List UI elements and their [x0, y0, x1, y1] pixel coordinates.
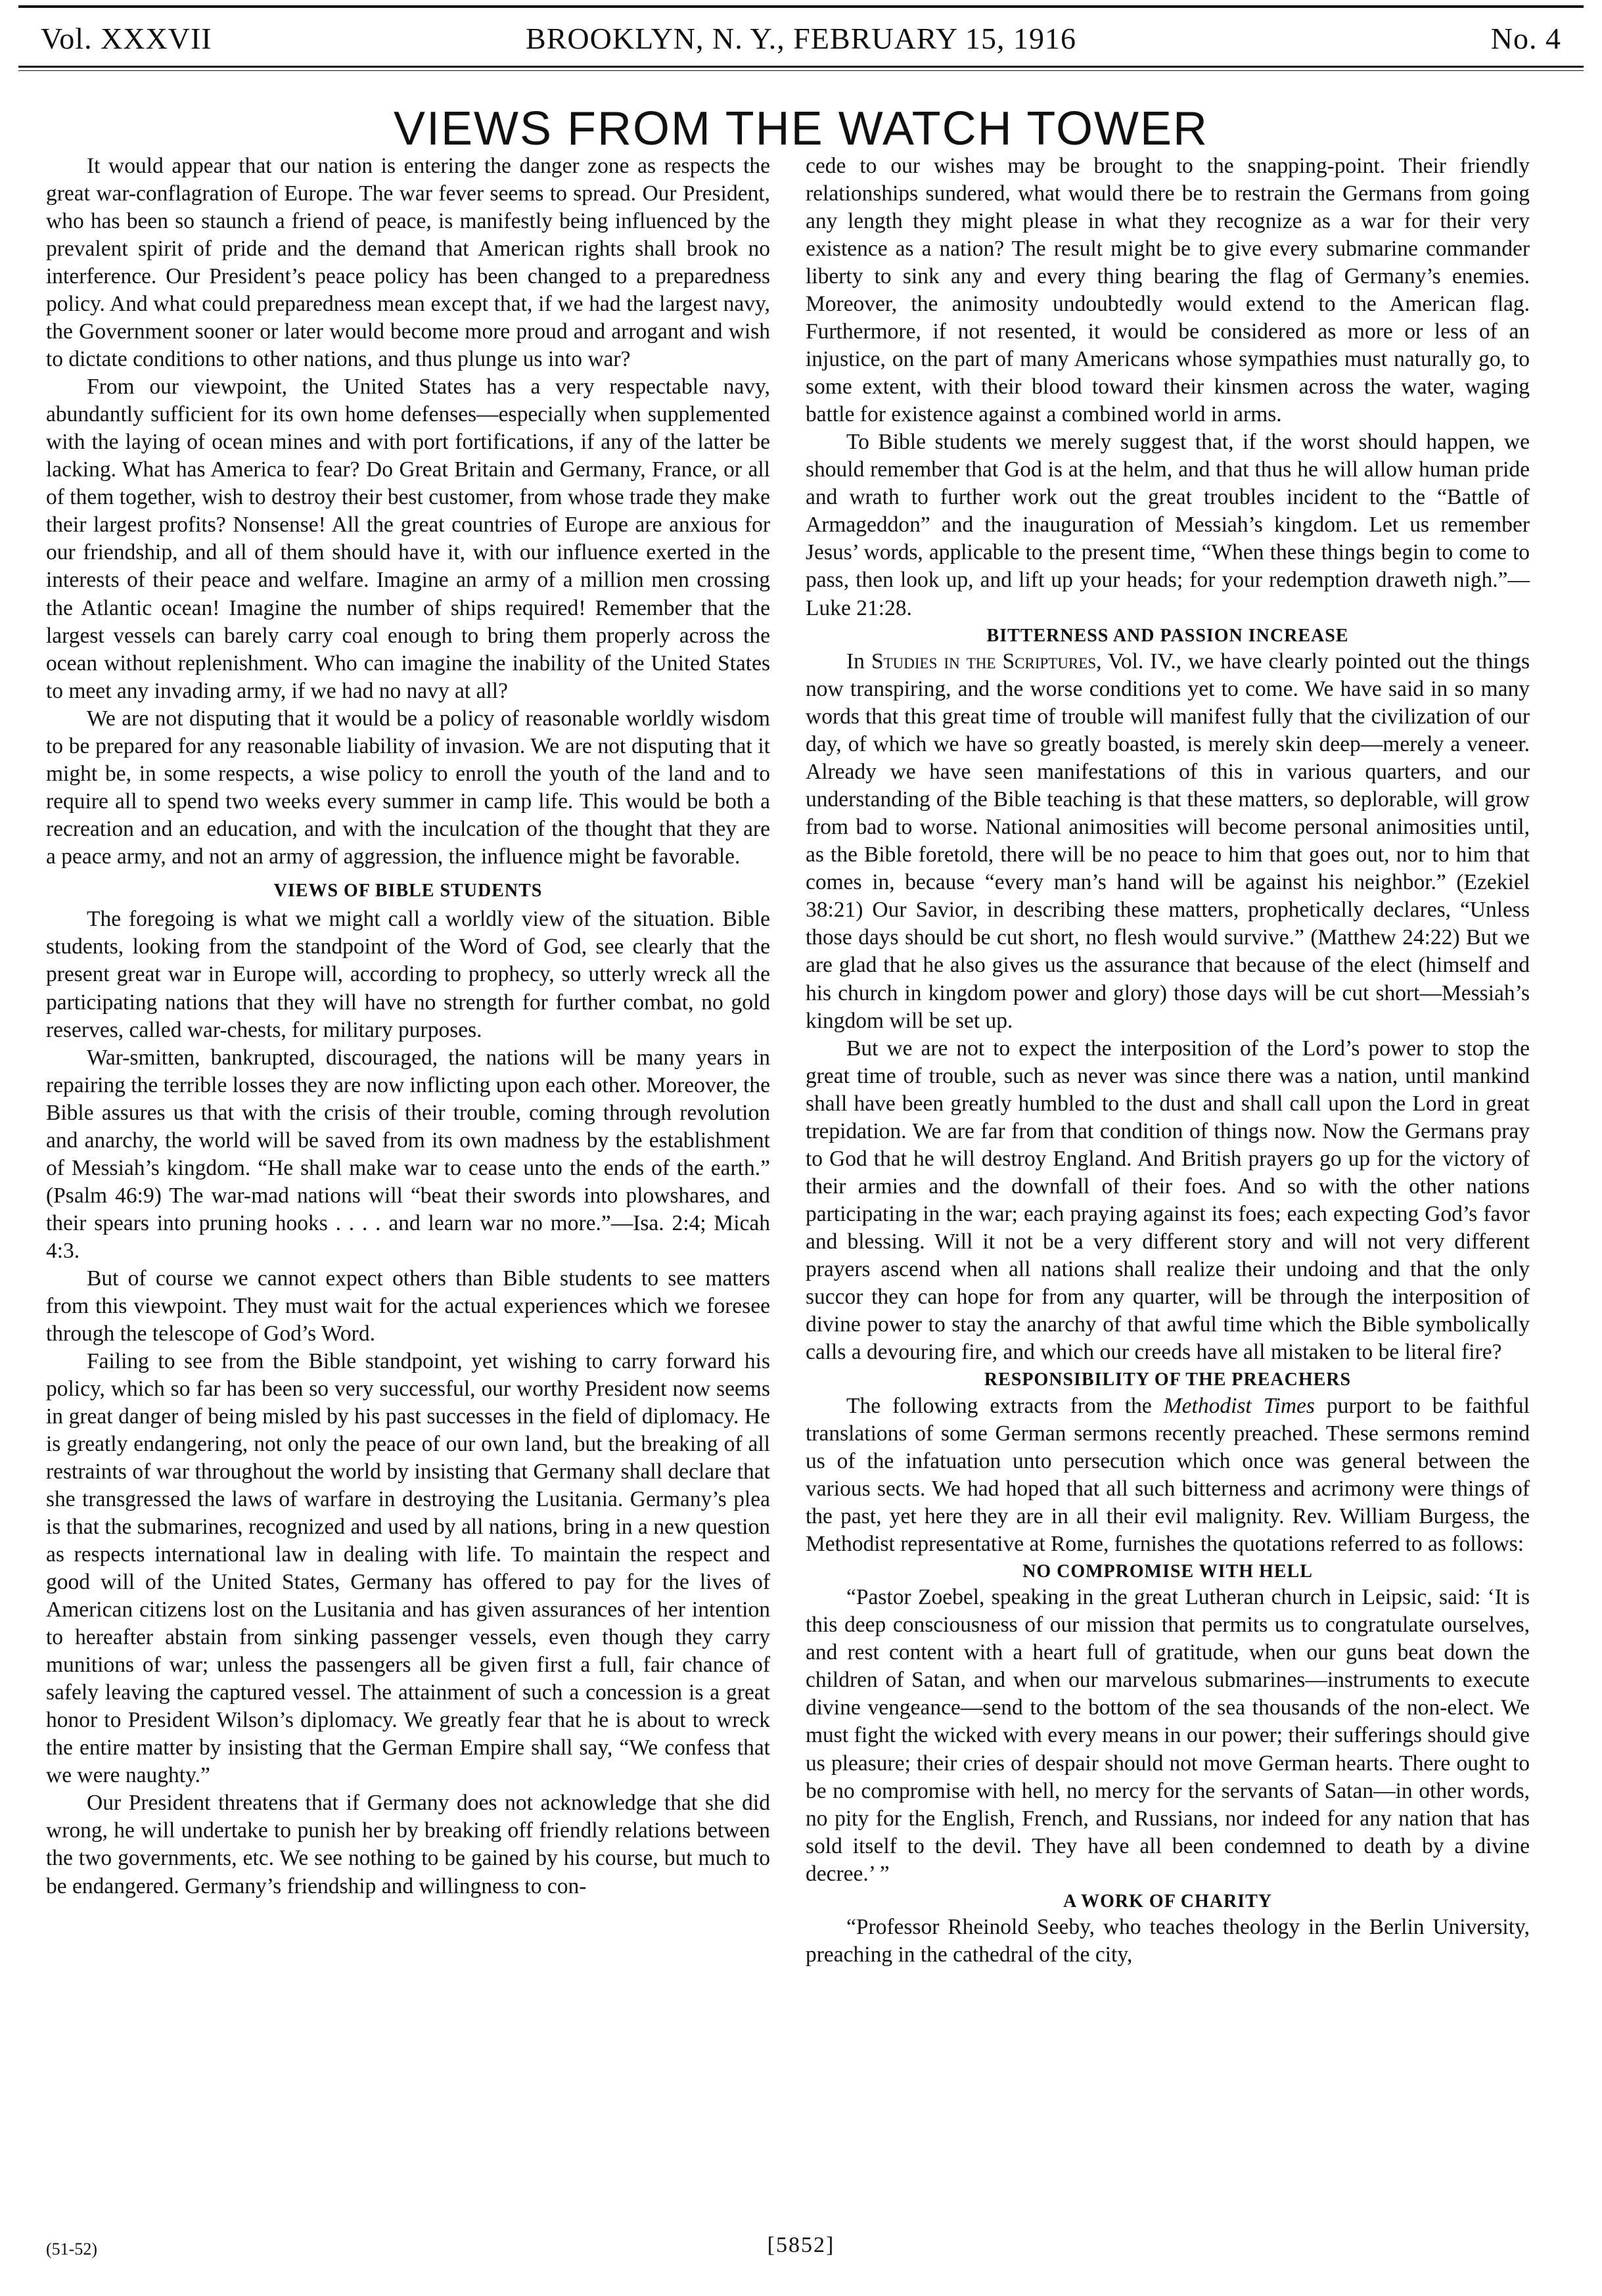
paragraph: “Pastor Zoebel, speaking in the great Lutheran church in Leipsic, said: ‘It is this deep consciousness of our mission that permits us to congratulate ourselves, and rest content with a heart full of gratitude, when our guns beat down the children of Satan, and when our marvelous submarines—instruments to execute divine vengeance—send to the bottom of the sea thousands of the non-elect. We must fight the wicked with every means in our power; their sufferings should give us pleasure; their cries of despair should not move German hearts. There ought to be no compromise with hell, no mercy for the servants of Satan—in other words, no pity for the English, French, and Russians, nor indeed for any nation that has sold itself to the devil. They have all been condemned to death by a divine decree.’ ” — [806, 1585, 1530, 1886]
volume-label: Vol. XXXVII — [41, 22, 212, 55]
left-column — [46, 152, 770, 1900]
paragraph: “Professor Rheinold Seeby, who teaches theology in the Berlin University, preaching in the cathedral of the city, — [806, 1915, 1530, 1967]
top-rule — [18, 5, 1584, 8]
paragraph: The foregoing is what we might call a worldly view of the situation. Bible students, looking from the standpoint of the Word of God, see clearly that the present great war in Europe will, according to prophecy, so utterly wreck all the participating nations that they will have no strength for further combat, no gold reserves, called war-chests, for military purposes. — [46, 907, 770, 1042]
text-run: In — [846, 649, 871, 674]
section-heading: VIEWS OF BIBLE STUDENTS — [273, 880, 543, 901]
masthead-rule — [18, 66, 1584, 68]
paragraph: But of course we cannot expect others than Bible students to see matters from this viewpoint. They must wait for the actual experiences which we foresee through the telescope of God’s Word. — [46, 1266, 770, 1346]
paragraph: cede to our wishes may be brought to the snapping-point. Their friendly relationships sundered, what would there be to restrain the Germans from going any length they might please in what they recognize as a war for their very existence as a nation? The result might be to give every submarine commander liberty to sink any and every thing bearing the flag of Germany’s enemies. Moreover, the animosity undoubtedly would extend to the American flag. Furthermore, if not resented, it would be considered as more or less of an injustice, on the part of many Americans whose sympathies must naturally go, to some extent, with their blood toward their kinsmen across the water, waging battle for existence against a combined world in arms. — [806, 154, 1530, 427]
paragraph: From our viewpoint, the United States has a very respectable navy, abundantly sufficient for its own home defenses—especially when supplemented with the laying of ocean mines and with port fortifications, if any of the latter be lacking. What has America to fear? Do Great Britain and Germany, France, or all of them together, wish to destroy their best customer, from whose trade they make their largest profits? Nonsense! All the great countries of Europe are anxious for our friendship, and all of them should have it, with our influence exerted in the interests of their peace and welfare. Imagine an army of a million men crossing the Atlantic ocean! Imagine the number of ships required! Remember that the largest vessels can barely carry coal enough to bring them properly across the ocean without replenishment. Who can imagine the inability of the United States to meet any invading army, if we had no navy at all? — [46, 375, 770, 703]
section-heading: RESPONSIBILITY OF THE PREACHERS — [984, 1369, 1352, 1390]
paragraph: But we are not to expect the interposition of the Lord’s power to stop the great time of trouble, such as never was since there was a nation, until mankind shall have been greatly humbled to the dust and shall call upon the Lord in great trepidation. We are far from that condition of things now. Now the Germans pray to God that he will destroy England. And British prayers go up for the victory of their armies and the downfall of their foes. And so with the other nations participating in the war; each praying against its foes; each expecting God’s favor and blessing. Will it not be a very different story and will not very different prayers ascend when all nations shall realize their undoing and that the only succor they can hope for from any quarter, will be through the interposition of divine power to stay the anarchy of that awful time which the Bible symbolically calls a devouring fire, and which our creeds have all mistaken to be literal fire? — [806, 1036, 1530, 1364]
paragraph: We are not disputing that it would be a policy of reasonable worldly wisdom to be prepared for any reasonable liability of invasion. We are not disputing that it might be, in some respects, a wise policy to enroll the youth of the land and to require all to spend two weeks every summer in camp life. This would be both a recreation and an education, and with the inculcation of the thought that they are a peace army, and not an army of aggression, the influence might be favorable. — [46, 706, 770, 869]
masthead-rule-thin — [18, 70, 1584, 71]
section-heading: A WORK OF CHARITY — [1063, 1891, 1273, 1912]
paragraph — [806, 1392, 1530, 1558]
place-date-label: BROOKLYN, N. Y., FEBRUARY 15, 1916 — [526, 22, 1076, 55]
text-run: purport to be faithful translations of some German sermons recently preached. These sermons remind us of the infatuation unto persecution which once was general between the various sects. We had hoped that all such bitterness and acrimony were things of the past, yet here they are in all their evil malignity. Rev. William Burgess, the Methodist representative at Rome, furnishes the quotations referred to as follows: — [806, 1393, 1530, 1556]
text-run: The following extracts from the — [846, 1393, 1164, 1418]
paragraph: Our President threatens that if Germany does not acknowledge that she did wrong, he will undertake to punish her by breaking off friendly relations between the two governments, etc. We see nothing to be gained by his course, but much to be endangered. Germany’s friendship and willingness to con- — [46, 1791, 770, 1898]
paragraph: Failing to see from the Bible standpoint, yet wishing to carry forward his policy, which so far has been so very successful, our worthy President now seems in great danger of being misled by his past successes in the field of diplomacy. He is greatly endangering, not only the peace of our own land, but the breaking of all restraints of war throughout the world by insisting that Germany shall declare that she transgressed the laws of warfare in destroying the Lusitania. Germany’s plea is that the submarines, recognized and used by all nations, bring in a new question as respects international law in dealing with life. To maintain the respect and good will of the United States, Germany has offered to pay for the lives of American citizens lost on the Lusitania and has given assurances of her intention to hereafter abstain from sinking passenger vessels, even though they carry munitions of war; unless the passengers all be given first a full, fair chance of safely leaving the captured vessel. The attainment of such a concession is a great honor to President Wilson’s diplomacy. We greatly fear that he is about to wreck the entire matter by insisting that the German Empire shall say, “We confess that we were naughty.” — [46, 1348, 770, 1788]
article-title: VIEWS FROM THE WATCH TOWER — [394, 103, 1208, 155]
section-heading: NO COMPROMISE WITH HELL — [1022, 1561, 1313, 1582]
paragraph: War-smitten, bankrupted, discouraged, the nations will be many years in repairing the terrible losses they are now inflicting upon each other. Moreover, the Bible assures us that with the crisis of their trouble, coming through revolution and anarchy, the world will be saved from its own madness by the establishment of Messiah’s kingdom. “He shall make war to cease unto the ends of the earth.” (Psalm 46:9) The war-mad nations will “beat their swords into plowshares, and their spears into pruning hooks . . . . and learn war no more.”—Isa. 2:4; Micah 4:3. — [46, 1045, 770, 1263]
issue-number-label: No. 4 — [1490, 22, 1561, 55]
footer-page-ref: (51-52) — [46, 2239, 97, 2259]
publication-title: Methodist Times — [1163, 1393, 1315, 1418]
footer-page-number: [5852] — [767, 2233, 835, 2257]
masthead — [18, 14, 1584, 64]
right-column — [806, 152, 1530, 1969]
section-heading: BITTERNESS AND PASSION INCREASE — [986, 625, 1349, 646]
paragraph — [806, 648, 1530, 1034]
book-title: Studies in the Scriptures — [871, 649, 1097, 674]
paragraph: To Bible students we merely suggest that, if the worst should happen, we should remember that God is at the helm, and that thus he will allow human pride and wrath to further work out the great troubles incident to the “Battle of Armageddon” and the inauguration of Messiah’s kingdom. Let us remember Jesus’ words, applicable to the present time, “When these things begin to come to pass, then look up, and lift up your heads; for your redemption draweth nigh.”—Luke 21:28. — [806, 430, 1530, 620]
paragraph: It would appear that our nation is entering the danger zone as respects the great war-conflagration of Europe. The war fever seems to spread. Our President, who has been so staunch a friend of peace, is manifestly being influenced by the prevalent spirit of pride and the demand that American rights shall brook no interference. Our President’s peace policy has been changed to a preparedness policy. And what could preparedness mean except that, if we had the largest navy, the Government sooner or later would become more proud and arrogant and wish to dictate conditions to other nations, and thus plunge us into war? — [46, 154, 770, 372]
text-run: , Vol. IV., we have clearly pointed out the things now transpiring, and the worse conditions yet to come. We have said in so many words that this great time of trouble will manifest fully that the civilization of our day, of which we have so greatly boasted, is merely skin deep—merely a veneer. Already we have seen manifestations of this in various quarters, and our understanding of the Bible teaching is that these matters, so deplorable, will grow from bad to worse. National animosities will become personal animosities until, as the Bible foretold, there will be no peace to him that goes out, nor to him that comes in, because “every man’s hand will be against his neighbor.” (Ezekiel 38:21) Our Savior, in describing these matters, prophetically declares, “Unless those days should be cut short, no flesh would survive.” (Matthew 24:22) But we are glad that he also gives us the assurance that because of the elect (himself and his church in kingdom power and glory) those days will be cut short—Messiah’s kingdom will be set up. — [806, 649, 1530, 1033]
